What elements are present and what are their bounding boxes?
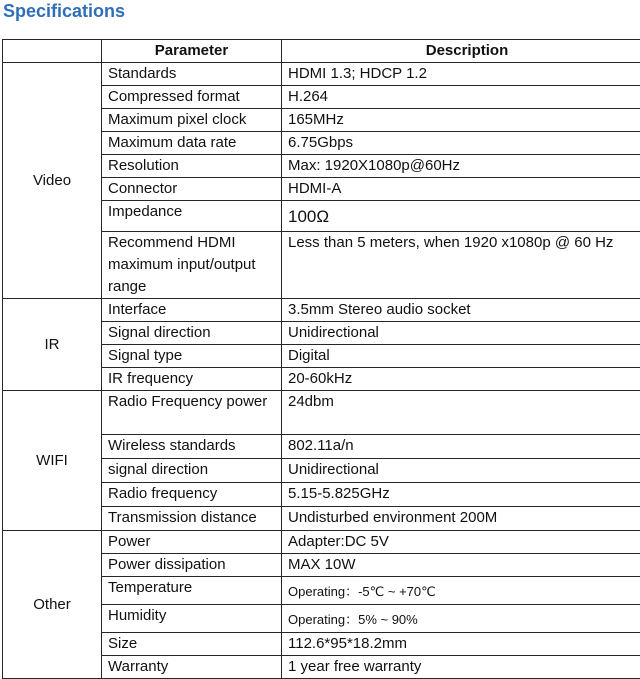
group-label-ir: IR <box>3 299 102 391</box>
parameter-cell: Radio Frequency power <box>102 391 282 435</box>
description-cell: MAX 10W <box>282 554 640 577</box>
header-group <box>3 40 102 63</box>
description-cell: 802.11a/n <box>282 435 640 459</box>
description-cell: Undisturbed environment 200M <box>282 507 640 531</box>
parameter-cell: Power dissipation <box>102 554 282 577</box>
description-cell: Operating：-5℃ ~ +70℃ <box>282 577 640 605</box>
table-row <box>3 531 640 554</box>
group-label-video: Video <box>3 63 102 299</box>
parameter-cell: signal direction <box>102 459 282 483</box>
description-cell: 20-60kHz <box>282 368 640 391</box>
parameter-cell: Power <box>102 531 282 554</box>
description-cell: Max: 1920X1080p@60Hz <box>282 155 640 178</box>
parameter-cell: Humidity <box>102 605 282 633</box>
description-cell: 165MHz <box>282 109 640 132</box>
description-cell: Digital <box>282 345 640 368</box>
table-row <box>3 391 640 435</box>
parameter-cell: Maximum data rate <box>102 132 282 155</box>
table-row <box>3 299 640 322</box>
description-cell: 1 year free warranty <box>282 656 640 679</box>
description-cell: 5.15-5.825GHz <box>282 483 640 507</box>
description-cell: 100Ω <box>282 201 640 232</box>
parameter-cell: Signal direction <box>102 322 282 345</box>
group-label-other: Other <box>3 531 102 679</box>
parameter-cell: Signal type <box>102 345 282 368</box>
parameter-cell: IR frequency <box>102 368 282 391</box>
parameter-cell: Compressed format <box>102 86 282 109</box>
table-row <box>3 63 640 86</box>
parameter-cell: Impedance <box>102 201 282 232</box>
description-cell: 6.75Gbps <box>282 132 640 155</box>
parameter-cell: Interface <box>102 299 282 322</box>
parameter-cell: Wireless standards <box>102 435 282 459</box>
header-description: Description <box>282 40 640 63</box>
parameter-cell: Transmission distance <box>102 507 282 531</box>
parameter-cell: Warranty <box>102 656 282 679</box>
parameter-cell: Resolution <box>102 155 282 178</box>
description-cell: Adapter:DC 5V <box>282 531 640 554</box>
parameter-cell: Maximum pixel clock <box>102 109 282 132</box>
description-cell: Unidirectional <box>282 459 640 483</box>
parameter-cell: Radio frequency <box>102 483 282 507</box>
table-header-row <box>3 40 640 63</box>
specifications-table <box>2 39 640 679</box>
header-parameter: Parameter <box>102 40 282 63</box>
parameter-cell: Recommend HDMI maximum input/output range <box>102 232 282 299</box>
description-cell: Operating：5% ~ 90% <box>282 605 640 633</box>
description-cell: HDMI-A <box>282 178 640 201</box>
parameter-cell: Connector <box>102 178 282 201</box>
description-cell: 3.5mm Stereo audio socket <box>282 299 640 322</box>
parameter-cell: Standards <box>102 63 282 86</box>
description-cell: HDMI 1.3; HDCP 1.2 <box>282 63 640 86</box>
page-title: Specifications <box>3 0 125 22</box>
parameter-cell: Temperature <box>102 577 282 605</box>
description-cell: Unidirectional <box>282 322 640 345</box>
description-cell: 24dbm <box>282 391 640 435</box>
description-cell: H.264 <box>282 86 640 109</box>
description-cell: Less than 5 meters, when 1920 x1080p @ 60 Hz <box>282 232 640 299</box>
description-cell: 112.6*95*18.2mm <box>282 633 640 656</box>
group-label-wifi: WIFI <box>3 391 102 531</box>
parameter-cell: Size <box>102 633 282 656</box>
